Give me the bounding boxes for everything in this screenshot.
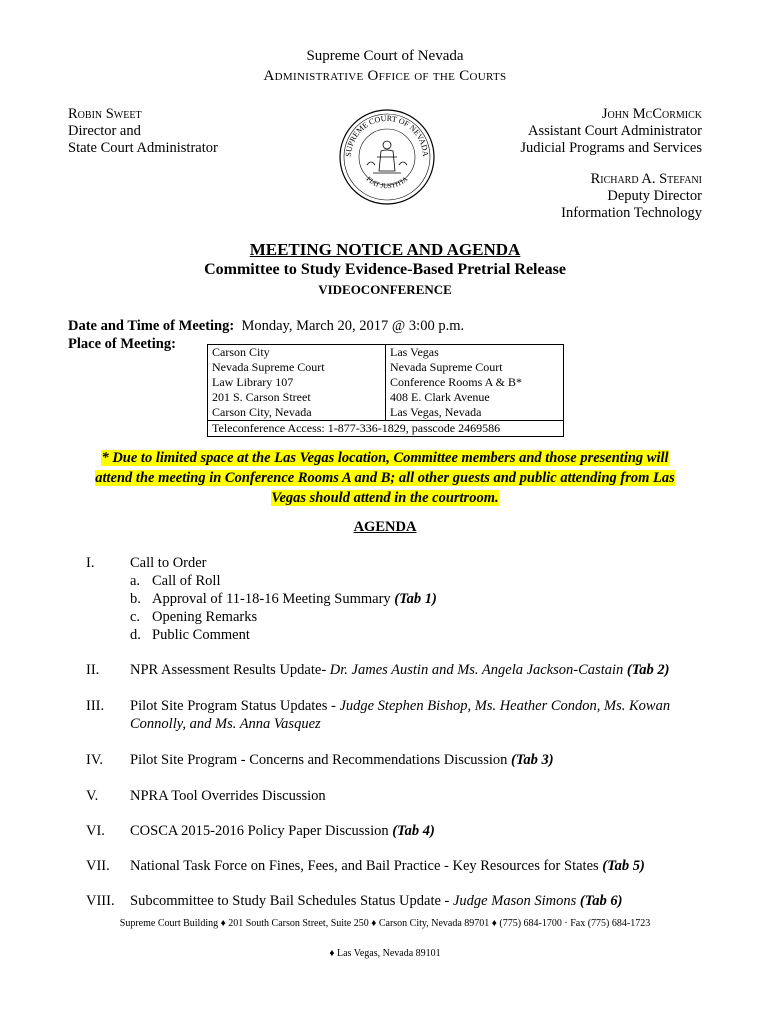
footer-address: Supreme Court Building ♦ 201 South Carson Street, Suite 250 ♦ Carson City, Nevada 89701 ♦ (775) 684-1700 · Fax (775) 684-1723 xyxy=(119,918,651,929)
sub-item xyxy=(130,608,710,626)
sub-item xyxy=(130,572,710,590)
location-line: 201 S. Carson Street xyxy=(212,390,311,404)
location-line: Las Vegas xyxy=(390,345,439,359)
footer-address-2: ♦ Las Vegas, Nevada 89101 xyxy=(329,948,441,959)
sub-item xyxy=(130,626,710,644)
assistant-administrator-title-1: Assistant Court Administrator xyxy=(528,123,702,139)
datetime-label: Date and Time of Meeting: xyxy=(68,318,235,334)
assistant-administrator-block xyxy=(520,106,702,157)
location-line: Nevada Supreme Court xyxy=(390,360,503,374)
sub-item-letter: c. xyxy=(130,609,141,625)
sub-item-text: Opening Remarks xyxy=(152,609,258,625)
tab-reference: (Tab 3) xyxy=(511,752,554,768)
location-line: Conference Rooms A & B* xyxy=(390,375,522,389)
las-vegas-location xyxy=(386,345,564,421)
sub-item-text: Call of Roll xyxy=(152,573,221,589)
location-line: Carson City, Nevada xyxy=(212,405,312,419)
agenda-number: III. xyxy=(86,698,105,714)
sub-item-letter: a. xyxy=(130,573,141,589)
agenda-text: Pilot Site Program - Concerns and Recommendations Discussion xyxy=(130,752,511,768)
tab-reference: (Tab 1) xyxy=(394,591,437,607)
court-name: Supreme Court of Nevada xyxy=(306,48,464,64)
sub-item-letter: b. xyxy=(130,591,141,607)
agenda-text: NPR Assessment Results Update- xyxy=(130,662,330,678)
location-line: 408 E. Clark Avenue xyxy=(390,390,490,404)
agenda-number: V. xyxy=(86,788,99,804)
location-line: Las Vegas, Nevada xyxy=(390,405,482,419)
court-seal-icon xyxy=(337,107,437,207)
location-line: Law Library 107 xyxy=(212,375,294,389)
agenda-text: Call to Order xyxy=(130,555,207,571)
tab-reference: (Tab 4) xyxy=(392,823,435,839)
director-title-2: State Court Administrator xyxy=(68,140,218,156)
notice-line: attend the meeting in Conference Rooms A and B; all other guests and public attending from Las xyxy=(95,470,675,486)
tab-reference: (Tab 2) xyxy=(623,662,670,678)
datetime-value: Monday, March 20, 2017 @ 3:00 p.m. xyxy=(241,318,465,334)
director-title-1: Director and xyxy=(68,123,141,139)
agenda-number: I. xyxy=(86,555,95,571)
agenda-text: National Task Force on Fines, Fees, and Bail Practice - Key Resources for States xyxy=(130,858,603,874)
seal-bottom-text: FIAT JUSTITIA xyxy=(364,175,410,191)
teleconference-access: Teleconference Access: 1-877-336-1829, passcode 2469586 xyxy=(208,421,564,437)
sub-item-text: Public Comment xyxy=(152,627,250,643)
deputy-director-title-1: Deputy Director xyxy=(607,188,702,204)
presenters: Dr. James Austin and Ms. Angela Jackson-Castain xyxy=(329,662,624,678)
sub-item xyxy=(130,590,710,608)
place-label: Place of Meeting: xyxy=(68,336,176,352)
director-block xyxy=(68,106,218,157)
assistant-administrator-name: John McCormick xyxy=(601,106,702,122)
deputy-director-block xyxy=(561,171,702,222)
attendance-notice xyxy=(76,448,694,508)
presenters: Judge Stephen Bishop, Ms. Heather Condon, Ms. Kowan Connolly, and Ms. Anna Vasquez xyxy=(130,698,671,732)
sub-item-letter: d. xyxy=(130,627,141,643)
agenda-heading: AGENDA xyxy=(353,519,417,535)
meeting-datetime xyxy=(68,318,464,335)
meeting-format: VIDEOCONFERENCE xyxy=(318,282,452,297)
agenda-number: II. xyxy=(86,662,100,678)
deputy-director-name: Richard A. Stefani xyxy=(590,171,702,187)
committee-name: Committee to Study Evidence-Based Pretrial Release xyxy=(204,261,566,278)
agenda-number: VIII. xyxy=(86,893,115,909)
agenda-text: Subcommittee to Study Bail Schedules Status Update - xyxy=(130,893,453,909)
location-line: Carson City xyxy=(212,345,270,359)
tab-reference: (Tab 6) xyxy=(576,893,623,909)
sub-item-text: Approval of 11-18-16 Meeting Summary xyxy=(152,591,395,607)
agenda-number: VI. xyxy=(86,823,105,839)
agenda-text: Pilot Site Program Status Updates - xyxy=(130,698,340,714)
tab-reference: (Tab 5) xyxy=(602,858,645,874)
notice-line: Vegas should attend in the courtroom. xyxy=(271,490,499,506)
office-name: Administrative Office of the Courts xyxy=(263,68,507,84)
location-line: Nevada Supreme Court xyxy=(212,360,325,374)
carson-city-location xyxy=(208,345,386,421)
deputy-director-title-2: Information Technology xyxy=(561,205,702,221)
agenda-number: VII. xyxy=(86,858,110,874)
agenda-number: IV. xyxy=(86,752,104,768)
seal-top-text: SUPREME COURT OF NEVADA xyxy=(343,113,431,157)
agenda-text: NPRA Tool Overrides Discussion xyxy=(130,788,326,804)
agenda-text: COSCA 2015-2016 Policy Paper Discussion xyxy=(130,823,393,839)
notice-line: * Due to limited space at the Las Vegas location, Committee members and those presenting will xyxy=(101,450,669,466)
location-table xyxy=(207,344,564,437)
presenters: Judge Mason Simons xyxy=(453,893,577,909)
assistant-administrator-title-2: Judicial Programs and Services xyxy=(520,140,702,156)
director-name: Robin Sweet xyxy=(68,106,142,122)
page-title: MEETING NOTICE AND AGENDA xyxy=(249,240,521,259)
svg-text:FIAT JUSTITIA xyxy=(365,175,410,190)
